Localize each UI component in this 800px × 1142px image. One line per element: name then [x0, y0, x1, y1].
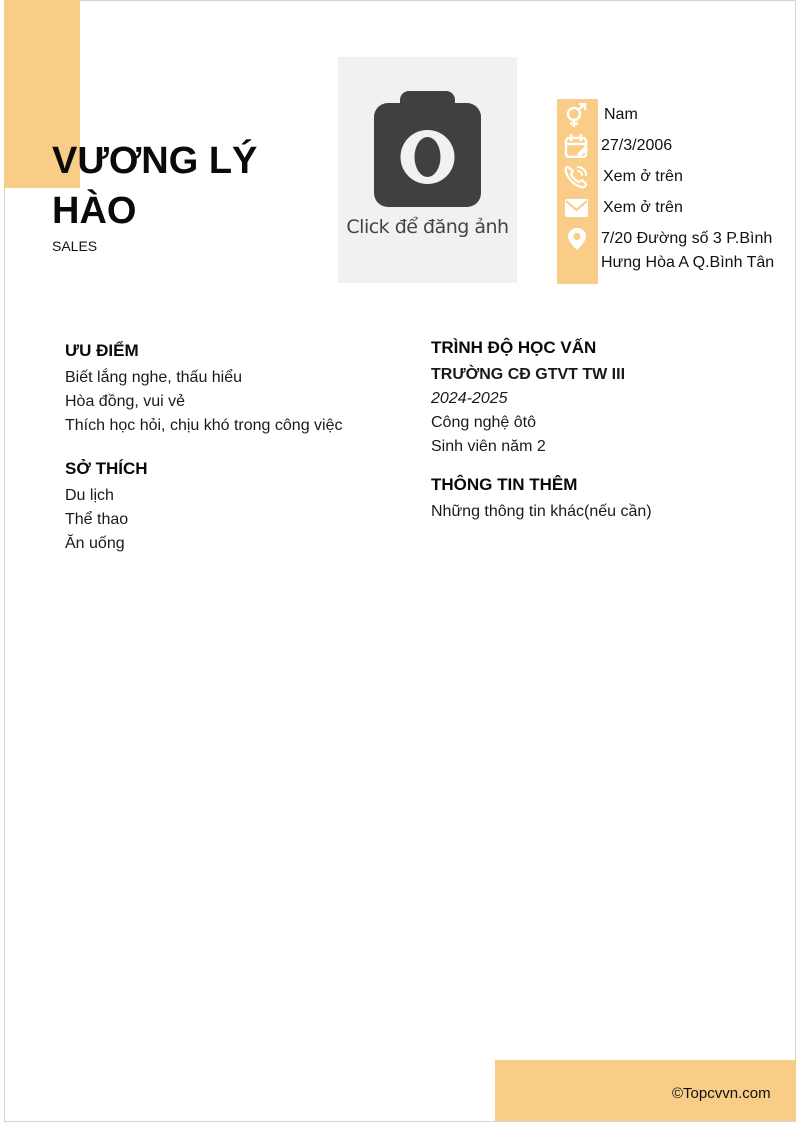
photo-upload[interactable]: [338, 57, 517, 283]
location-pin-icon: [564, 227, 590, 251]
candidate-position[interactable]: SALES: [52, 238, 98, 254]
phone-icon: [564, 165, 590, 189]
education-description[interactable]: Sinh viên năm 2: [431, 438, 546, 455]
camera-icon: [374, 91, 481, 209]
contact-address[interactable]: 7/20 Đường số 3 P.Bình Hưng Hòa A Q.Bình Tân: [601, 230, 775, 271]
contact-phone[interactable]: Xem ở trên: [603, 168, 683, 185]
strength-item[interactable]: Hòa đồng, vui vẻ: [65, 393, 186, 410]
additional-info-content[interactable]: Những thông tin khác(nếu cần): [431, 503, 652, 520]
education-title: TRÌNH ĐỘ HỌC VẤN: [431, 338, 597, 357]
contact-gender[interactable]: Nam: [604, 106, 638, 123]
hobby-item[interactable]: Du lịch: [65, 487, 114, 504]
education-period[interactable]: 2024-2025: [431, 390, 508, 407]
education-school[interactable]: TRƯỜNG CĐ GTVT TW III: [431, 366, 626, 383]
gender-icon: [564, 103, 590, 127]
email-icon: [564, 196, 590, 220]
strength-item[interactable]: Biết lắng nghe, thấu hiểu: [65, 369, 243, 386]
education-major[interactable]: Công nghệ ôtô: [431, 414, 536, 431]
strengths-title: ƯU ĐIỂM: [65, 341, 139, 360]
additional-info-title: THÔNG TIN THÊM: [431, 475, 578, 494]
contact-birthday[interactable]: 27/3/2006: [601, 137, 673, 154]
footer-brand: ©Topcvvn.com: [672, 1085, 771, 1102]
photo-upload-label: Click để đăng ảnh: [346, 216, 509, 238]
hobby-item[interactable]: Ăn uống: [65, 535, 125, 552]
candidate-name[interactable]: VƯƠNG LÝ HÀO: [52, 140, 258, 232]
hobbies-title: SỞ THÍCH: [65, 459, 148, 478]
calendar-icon: [564, 134, 590, 158]
strength-item[interactable]: Thích học hỏi, chịu khó trong công việc: [65, 417, 343, 434]
contact-email[interactable]: Xem ở trên: [603, 199, 683, 216]
hobby-item[interactable]: Thể thao: [65, 511, 129, 528]
